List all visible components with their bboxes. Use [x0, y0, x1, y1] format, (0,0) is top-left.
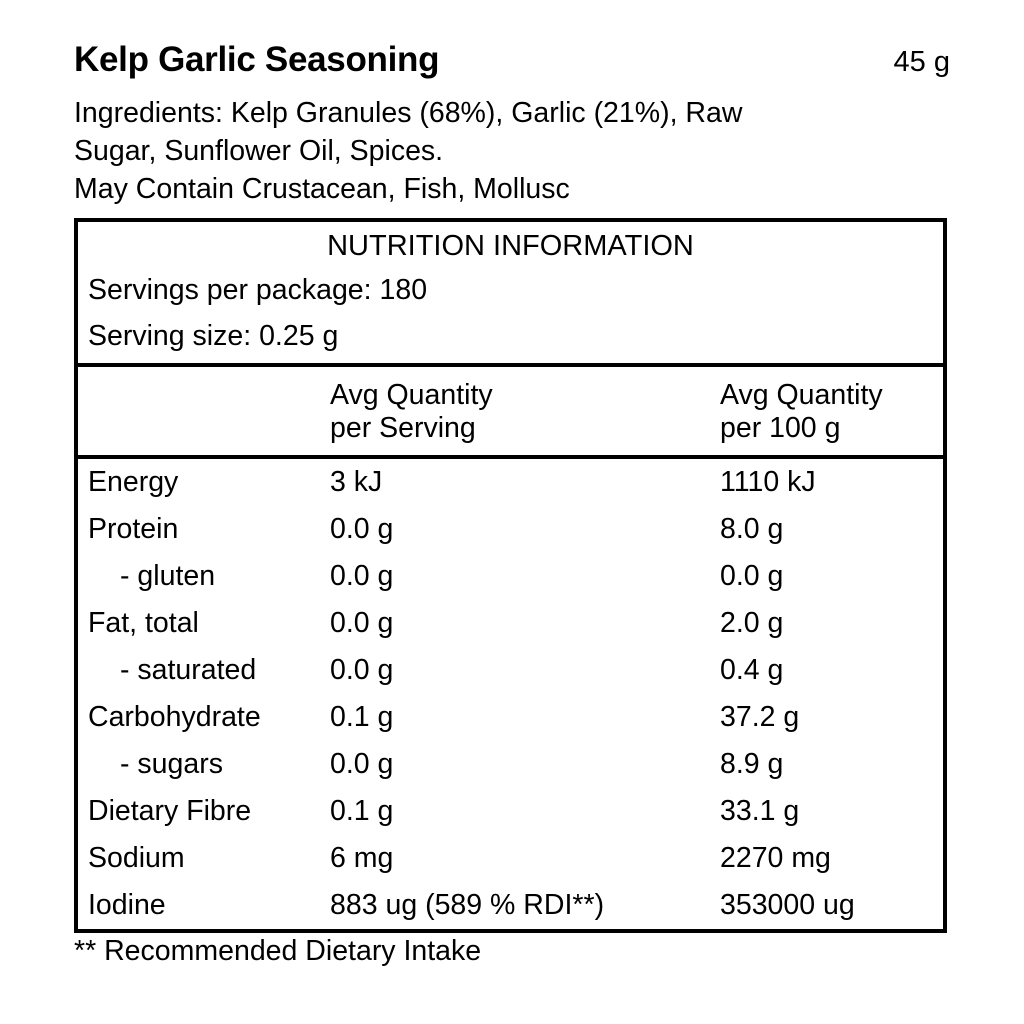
- product-title: Kelp Garlic Seasoning: [74, 40, 440, 79]
- nutrition-information-panel: [74, 218, 947, 933]
- nutrient-label: - gluten: [120, 560, 216, 592]
- column-header-per-100g-line1: Avg Quantity: [720, 379, 883, 411]
- nutrient-value-per-100g: 1110 kJ: [720, 466, 816, 498]
- nutrient-label: Carbohydrate: [88, 701, 261, 733]
- column-header-per-serving-line1: Avg Quantity: [330, 379, 493, 411]
- rdi-footnote: ** Recommended Dietary Intake: [74, 935, 482, 967]
- column-header-per-100g: [720, 379, 943, 445]
- nutrient-row: [78, 741, 943, 788]
- nutrient-label: Sodium: [88, 842, 185, 874]
- nutrient-value-per-100g: 2270 mg: [720, 842, 831, 874]
- nutrient-value-per-100g: 33.1 g: [720, 795, 800, 827]
- nutrient-value-per-serving: 0.0 g: [330, 748, 394, 780]
- nutrient-row: [78, 694, 943, 741]
- nutrient-row: [78, 600, 943, 647]
- nutrient-value-per-100g: 8.9 g: [720, 748, 784, 780]
- nutrient-value-per-serving: 0.0 g: [330, 607, 394, 639]
- nutrient-value-per-100g: 8.0 g: [720, 513, 784, 545]
- nutrient-label: Dietary Fibre: [88, 795, 252, 827]
- nutrient-row: [78, 506, 943, 553]
- nutrient-value-per-100g: 0.0 g: [720, 560, 784, 592]
- nutrient-value-per-100g: 37.2 g: [720, 701, 800, 733]
- nutrient-value-per-serving: 0.0 g: [330, 654, 394, 686]
- column-header-per-serving: [330, 379, 720, 445]
- column-header-row: [78, 367, 943, 455]
- ingredients-line-1: Ingredients: Kelp Granules (68%), Garlic (21%), Raw: [74, 97, 743, 129]
- nutrient-value-per-serving: 883 ug (589 % RDI**): [330, 889, 605, 921]
- nutrient-row: [78, 647, 943, 694]
- nutrient-value-per-serving: 0.1 g: [330, 795, 394, 827]
- nutrient-value-per-serving: 0.0 g: [330, 560, 394, 592]
- net-weight: 45 g: [893, 46, 950, 78]
- nutrient-rows: [78, 459, 943, 929]
- column-header-per-serving-line2: per Serving: [330, 412, 476, 444]
- nutrient-value-per-100g: 353000 ug: [720, 889, 855, 921]
- nutrient-row: [78, 788, 943, 835]
- servings-per-package: Servings per package: 180: [88, 274, 428, 306]
- ingredients-block: [74, 94, 914, 208]
- nutrient-label: Energy: [88, 466, 179, 498]
- nutrient-label: - saturated: [120, 654, 257, 686]
- nutrient-row: [78, 835, 943, 882]
- nutrient-row: [78, 553, 943, 600]
- serving-details: [78, 267, 943, 363]
- nutrient-value-per-serving: 6 mg: [330, 842, 394, 874]
- nutrient-value-per-100g: 2.0 g: [720, 607, 784, 639]
- allergen-statement: May Contain Crustacean, Fish, Mollusc: [74, 173, 570, 205]
- column-header-per-100g-line2: per 100 g: [720, 412, 841, 444]
- serving-size: Serving size: 0.25 g: [88, 320, 339, 352]
- nutrient-label: Protein: [88, 513, 179, 545]
- nutrient-label: - sugars: [120, 748, 223, 780]
- product-header: [74, 42, 950, 79]
- nutrient-label: Fat, total: [88, 607, 199, 639]
- nutrient-label: Iodine: [88, 889, 166, 921]
- nutrient-value-per-serving: 0.0 g: [330, 513, 394, 545]
- nutrient-row: [78, 459, 943, 506]
- nutrient-value-per-100g: 0.4 g: [720, 654, 784, 686]
- nutrient-row: [78, 882, 943, 929]
- nutrition-panel-title: NUTRITION INFORMATION: [327, 230, 694, 262]
- ingredients-line-2: Sugar, Sunflower Oil, Spices.: [74, 135, 444, 167]
- nutrient-value-per-serving: 3 kJ: [330, 466, 383, 498]
- column-header-nutrient: [78, 379, 330, 445]
- nutrient-value-per-serving: 0.1 g: [330, 701, 394, 733]
